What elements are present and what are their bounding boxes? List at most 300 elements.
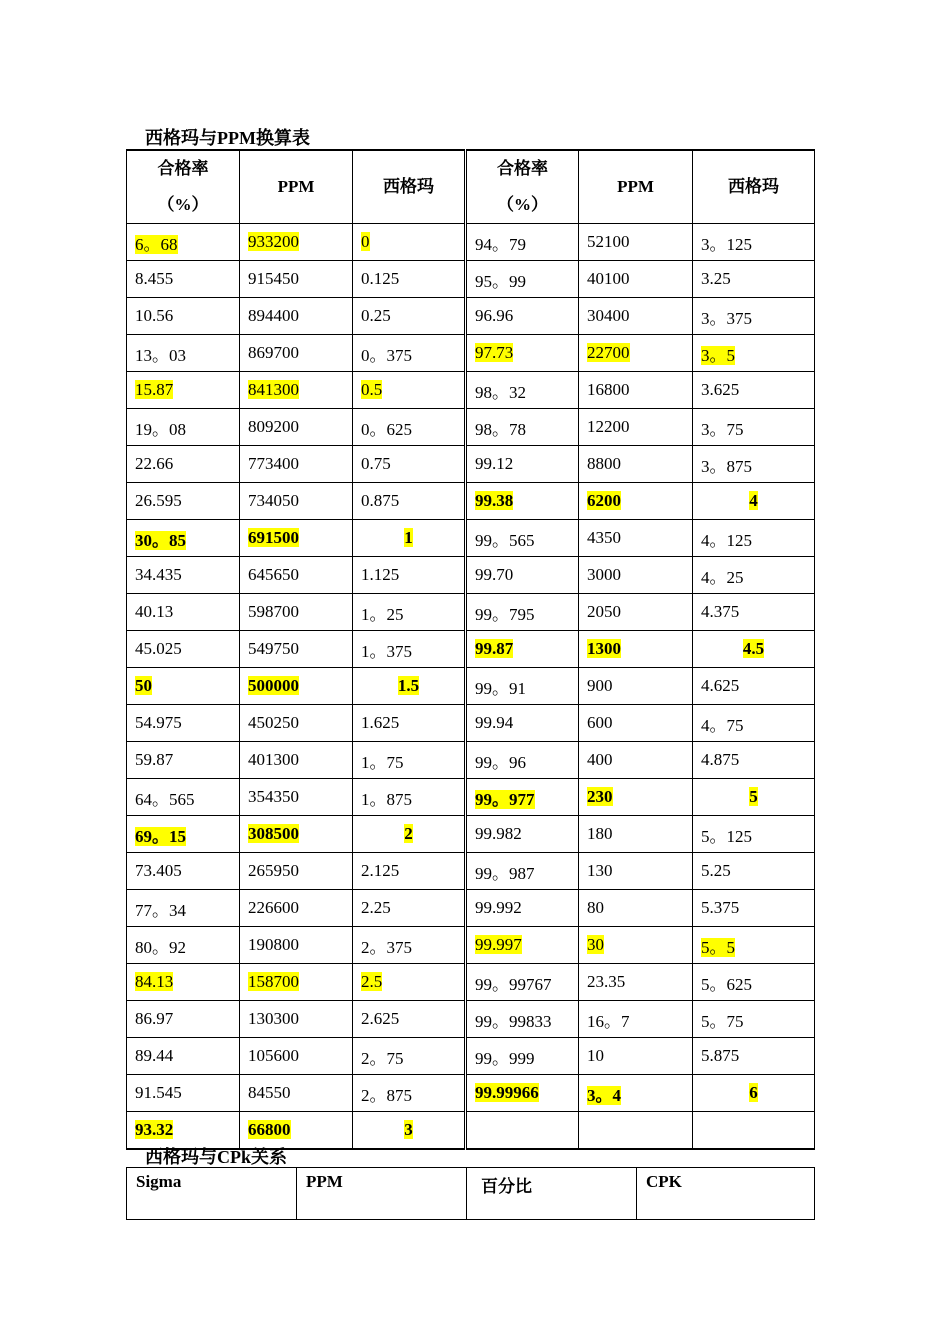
cell-value: 99。99833	[475, 1011, 552, 1031]
cell-value: 0.5	[361, 380, 383, 399]
right-sigma-cell	[693, 335, 815, 372]
cell-value: 66800	[248, 1120, 291, 1139]
cell-value: 190800	[248, 935, 299, 954]
cell-value: 773400	[248, 454, 299, 473]
table-row	[127, 705, 815, 742]
left-sigma-cell	[353, 779, 466, 816]
header-sigma-left: 西格玛	[353, 150, 466, 224]
right-rate-cell	[466, 1001, 579, 1038]
cell-value: 354350	[248, 787, 299, 806]
left-rate-cell	[127, 298, 240, 335]
right-ppm-cell	[579, 816, 693, 853]
right-sigma-cell	[693, 631, 815, 668]
left-sigma-cell	[353, 594, 466, 631]
cell-value: 1。875	[361, 789, 412, 809]
cell-value: 1.5	[397, 676, 420, 695]
left-rate-cell	[127, 705, 240, 742]
cell-value: 0.25	[361, 306, 391, 325]
cell-value: 5.875	[701, 1046, 740, 1065]
left-rate-cell	[127, 779, 240, 816]
right-sigma-cell	[693, 372, 815, 409]
right-rate-cell	[466, 1075, 579, 1112]
right-sigma-cell	[693, 1112, 815, 1150]
right-rate-cell	[466, 964, 579, 1001]
table-row	[127, 964, 815, 1001]
cell-value: 96.96	[475, 306, 514, 325]
left-rate-cell	[127, 927, 240, 964]
left-ppm-cell	[240, 816, 353, 853]
table-row	[127, 520, 815, 557]
left-sigma-cell	[353, 298, 466, 335]
right-sigma-cell	[693, 483, 815, 520]
left-ppm-cell	[240, 520, 353, 557]
header-ppm-right: PPM	[579, 150, 693, 224]
right-rate-cell	[466, 1038, 579, 1075]
cell-value: 4.875	[701, 750, 740, 769]
cell-value: 3。125	[701, 234, 752, 254]
left-sigma-cell	[353, 631, 466, 668]
cell-value: 401300	[248, 750, 299, 769]
right-sigma-cell	[693, 816, 815, 853]
cell-value: 2。875	[361, 1085, 412, 1105]
cell-value: 2.625	[361, 1009, 400, 1028]
right-sigma-cell	[693, 1075, 815, 1112]
table-row	[127, 372, 815, 409]
left-ppm-cell	[240, 890, 353, 927]
cell-value: 0.125	[361, 269, 400, 288]
cell-value: 16800	[587, 380, 630, 399]
left-ppm-cell	[240, 224, 353, 261]
table-row	[127, 1075, 815, 1112]
cpk-header-row	[127, 1168, 815, 1220]
cell-value: 5。75	[701, 1011, 744, 1031]
cell-value: 69。15	[135, 826, 186, 846]
right-sigma-cell	[693, 409, 815, 446]
right-sigma-cell	[693, 261, 815, 298]
left-ppm-cell	[240, 927, 353, 964]
left-ppm-cell	[240, 298, 353, 335]
right-rate-cell	[466, 557, 579, 594]
header-row	[127, 150, 815, 224]
cell-value: 22700	[587, 343, 630, 362]
left-sigma-cell	[353, 1112, 466, 1150]
right-ppm-cell	[579, 446, 693, 483]
cell-value: 99。987	[475, 863, 535, 883]
table-row	[127, 261, 815, 298]
cell-value: 4350	[587, 528, 621, 547]
cell-value: 1.125	[361, 565, 400, 584]
cell-value: 1。375	[361, 641, 412, 661]
left-rate-cell	[127, 964, 240, 1001]
cell-value: 915450	[248, 269, 299, 288]
right-rate-cell	[466, 594, 579, 631]
left-rate-cell	[127, 1038, 240, 1075]
right-ppm-cell	[579, 779, 693, 816]
left-rate-cell	[127, 1075, 240, 1112]
left-ppm-cell	[240, 409, 353, 446]
right-rate-cell	[466, 1112, 579, 1150]
cell-value: 99。91	[475, 678, 526, 698]
right-ppm-cell	[579, 890, 693, 927]
left-sigma-cell	[353, 1001, 466, 1038]
cell-value: 10.56	[135, 306, 174, 325]
cell-value: 99.982	[475, 824, 522, 843]
cell-value: 933200	[248, 232, 299, 251]
right-sigma-cell	[693, 298, 815, 335]
table-row	[127, 853, 815, 890]
right-sigma-cell	[693, 964, 815, 1001]
cell-value: 4.625	[701, 676, 740, 695]
table-title-sigma-ppm: 西格玛与PPM换算表	[145, 128, 310, 148]
cell-value: 95。99	[475, 271, 526, 291]
cell-value: 226600	[248, 898, 299, 917]
cell-value: 2	[404, 824, 413, 843]
cell-value: 8.455	[135, 269, 174, 288]
cell-value: 86.97	[135, 1009, 174, 1028]
cell-value: 89.44	[135, 1046, 174, 1065]
cell-value: 3.625	[701, 380, 740, 399]
cell-value: 98。32	[475, 382, 526, 402]
table-row	[127, 483, 815, 520]
right-sigma-cell	[693, 779, 815, 816]
cell-value: 4。125	[701, 530, 752, 550]
left-ppm-cell	[240, 335, 353, 372]
cell-value: 4	[749, 491, 758, 510]
cell-value: 4。75	[701, 715, 744, 735]
cell-value: 130	[587, 861, 613, 880]
right-sigma-cell	[693, 594, 815, 631]
left-sigma-cell	[353, 483, 466, 520]
right-ppm-cell	[579, 964, 693, 1001]
cell-value: 99。96	[475, 752, 526, 772]
left-sigma-cell	[353, 409, 466, 446]
right-sigma-cell	[693, 742, 815, 779]
left-sigma-cell	[353, 1038, 466, 1075]
left-sigma-cell	[353, 927, 466, 964]
header-ppm-left: PPM	[240, 150, 353, 224]
cell-value: 80。92	[135, 937, 186, 957]
cell-value: 59.87	[135, 750, 174, 769]
sigma-cpk-table	[126, 1167, 815, 1220]
cell-value: 5。5	[701, 937, 735, 957]
left-sigma-cell	[353, 1075, 466, 1112]
left-sigma-cell	[353, 446, 466, 483]
right-ppm-cell	[579, 261, 693, 298]
cell-value: 93.32	[135, 1120, 174, 1139]
cell-value: 0.875	[361, 491, 400, 510]
cell-value: 1300	[587, 639, 621, 658]
cell-value: 40.13	[135, 602, 174, 621]
cell-value: 3。4	[587, 1085, 621, 1105]
cell-value: 84.13	[135, 972, 174, 991]
cell-value: 1	[404, 528, 413, 547]
table-title-sigma-cpk: 西格玛与CPk关系	[145, 1147, 288, 1167]
cell-value: 99。977	[475, 789, 535, 809]
right-rate-cell	[466, 668, 579, 705]
cell-value: 1。25	[361, 604, 404, 624]
cell-value: 5.375	[701, 898, 740, 917]
left-sigma-cell	[353, 964, 466, 1001]
cell-value: 4。25	[701, 567, 744, 587]
cell-value: 10	[587, 1046, 604, 1065]
right-ppm-cell	[579, 705, 693, 742]
cell-value: 105600	[248, 1046, 299, 1065]
left-sigma-cell	[353, 853, 466, 890]
cell-value: 1.625	[361, 713, 400, 732]
left-sigma-cell	[353, 372, 466, 409]
cell-value: 6	[749, 1083, 758, 1102]
right-ppm-cell	[579, 298, 693, 335]
cell-value: 99.997	[475, 935, 522, 954]
cell-value: 3。5	[701, 345, 735, 365]
cell-value: 16。7	[587, 1011, 630, 1031]
cell-value: 50	[135, 676, 152, 695]
left-rate-cell	[127, 1001, 240, 1038]
cell-value: 99。999	[475, 1048, 535, 1068]
left-rate-cell	[127, 890, 240, 927]
right-rate-cell	[466, 779, 579, 816]
cell-value: 30。85	[135, 530, 186, 550]
cell-value: 450250	[248, 713, 299, 732]
cell-value: 91.545	[135, 1083, 182, 1102]
header-rate-left: 合格率 （%）	[127, 150, 240, 224]
table-row	[127, 890, 815, 927]
right-sigma-cell	[693, 705, 815, 742]
right-ppm-cell	[579, 853, 693, 890]
table-row	[127, 594, 815, 631]
right-ppm-cell	[579, 1112, 693, 1150]
cell-value: 6。68	[135, 234, 178, 254]
table-row	[127, 409, 815, 446]
left-sigma-cell	[353, 890, 466, 927]
right-rate-cell	[466, 446, 579, 483]
left-ppm-cell	[240, 705, 353, 742]
cell-value: 5	[749, 787, 758, 806]
cell-value: 0.75	[361, 454, 391, 473]
left-rate-cell	[127, 853, 240, 890]
cell-value: 99。99767	[475, 974, 552, 994]
right-rate-cell	[466, 705, 579, 742]
cell-value: 52100	[587, 232, 630, 251]
cell-value: 73.405	[135, 861, 182, 880]
left-rate-cell	[127, 483, 240, 520]
table-row	[127, 668, 815, 705]
right-sigma-cell	[693, 890, 815, 927]
table-row	[127, 631, 815, 668]
cell-value: 3。375	[701, 308, 752, 328]
cell-value: 99.99966	[475, 1083, 539, 1102]
cell-value: 809200	[248, 417, 299, 436]
left-ppm-cell	[240, 631, 353, 668]
left-ppm-cell	[240, 557, 353, 594]
cell-value: 23.35	[587, 972, 626, 991]
left-ppm-cell	[240, 779, 353, 816]
right-ppm-cell	[579, 483, 693, 520]
left-ppm-cell	[240, 1001, 353, 1038]
left-sigma-cell	[353, 520, 466, 557]
left-sigma-cell	[353, 335, 466, 372]
left-rate-cell	[127, 668, 240, 705]
table-row	[127, 224, 815, 261]
left-sigma-cell	[353, 224, 466, 261]
header-rate-right: 合格率 （%）	[466, 150, 579, 224]
cell-value: 45.025	[135, 639, 182, 658]
cell-value: 2。75	[361, 1048, 404, 1068]
right-rate-cell	[466, 816, 579, 853]
left-ppm-cell	[240, 668, 353, 705]
cell-value: 841300	[248, 380, 299, 399]
cell-value: 400	[587, 750, 613, 769]
cell-value: 99.12	[475, 454, 514, 473]
cell-value: 3	[404, 1120, 413, 1139]
left-rate-cell	[127, 631, 240, 668]
right-ppm-cell	[579, 520, 693, 557]
cell-value: 5.25	[701, 861, 731, 880]
right-ppm-cell	[579, 224, 693, 261]
cell-value: 645650	[248, 565, 299, 584]
cell-value: 99.87	[475, 639, 514, 658]
cell-value: 3。875	[701, 456, 752, 476]
right-ppm-cell	[579, 1038, 693, 1075]
right-sigma-cell	[693, 853, 815, 890]
table-row	[127, 557, 815, 594]
cell-value: 0。625	[361, 419, 412, 439]
cell-value: 308500	[248, 824, 299, 843]
right-rate-cell	[466, 261, 579, 298]
cell-value: 34.435	[135, 565, 182, 584]
right-sigma-cell	[693, 557, 815, 594]
right-rate-cell	[466, 853, 579, 890]
right-ppm-cell	[579, 335, 693, 372]
left-ppm-cell	[240, 742, 353, 779]
right-ppm-cell	[579, 742, 693, 779]
cell-value: 13。03	[135, 345, 186, 365]
left-rate-cell	[127, 520, 240, 557]
cell-value: 4.375	[701, 602, 740, 621]
right-ppm-cell	[579, 631, 693, 668]
cell-value: 30400	[587, 306, 630, 325]
left-sigma-cell	[353, 261, 466, 298]
cell-value: 54.975	[135, 713, 182, 732]
cell-value: 99。565	[475, 530, 535, 550]
cell-value: 77。34	[135, 900, 186, 920]
cell-value: 2.125	[361, 861, 400, 880]
right-rate-cell	[466, 483, 579, 520]
cell-value: 99.70	[475, 565, 514, 584]
right-ppm-cell	[579, 594, 693, 631]
cell-value: 598700	[248, 602, 299, 621]
left-rate-cell	[127, 742, 240, 779]
cell-value: 40100	[587, 269, 630, 288]
table-row	[127, 742, 815, 779]
cell-value: 3.25	[701, 269, 731, 288]
cell-value: 4.5	[742, 639, 765, 658]
right-rate-cell	[466, 298, 579, 335]
left-ppm-cell	[240, 261, 353, 298]
table-row	[127, 335, 815, 372]
cell-value: 600	[587, 713, 613, 732]
cell-value: 15.87	[135, 380, 174, 399]
right-rate-cell	[466, 742, 579, 779]
cell-value: 691500	[248, 528, 299, 547]
cell-value: 265950	[248, 861, 299, 880]
cell-value: 900	[587, 676, 613, 695]
cpk-header-percent: 百分比	[467, 1168, 637, 1220]
table-row	[127, 1001, 815, 1038]
left-rate-cell	[127, 224, 240, 261]
table-row	[127, 927, 815, 964]
left-rate-cell	[127, 557, 240, 594]
left-rate-cell	[127, 261, 240, 298]
right-rate-cell	[466, 890, 579, 927]
right-sigma-cell	[693, 224, 815, 261]
right-sigma-cell	[693, 668, 815, 705]
cell-value: 158700	[248, 972, 299, 991]
cell-value: 80	[587, 898, 604, 917]
cell-value: 734050	[248, 491, 299, 510]
cell-value: 19。08	[135, 419, 186, 439]
left-rate-cell	[127, 446, 240, 483]
left-ppm-cell	[240, 372, 353, 409]
right-ppm-cell	[579, 668, 693, 705]
right-rate-cell	[466, 520, 579, 557]
cell-value: 869700	[248, 343, 299, 362]
cell-value: 97.73	[475, 343, 514, 362]
left-sigma-cell	[353, 557, 466, 594]
cell-value: 99.992	[475, 898, 522, 917]
right-ppm-cell	[579, 927, 693, 964]
cell-value: 99。795	[475, 604, 535, 624]
cell-value: 500000	[248, 676, 299, 695]
cell-value: 64。565	[135, 789, 195, 809]
cell-value: 2.5	[361, 972, 383, 991]
right-ppm-cell	[579, 557, 693, 594]
cell-value: 30	[587, 935, 604, 954]
cpk-header-cpk: CPK	[637, 1168, 815, 1220]
cell-value: 894400	[248, 306, 299, 325]
right-rate-cell	[466, 224, 579, 261]
cell-value: 99.38	[475, 491, 514, 510]
left-rate-cell	[127, 816, 240, 853]
cell-value: 94。79	[475, 234, 526, 254]
right-ppm-cell	[579, 1001, 693, 1038]
cell-value: 230	[587, 787, 613, 806]
cell-value: 549750	[248, 639, 299, 658]
right-ppm-cell	[579, 372, 693, 409]
cell-value: 12200	[587, 417, 630, 436]
cell-value: 130300	[248, 1009, 299, 1028]
left-ppm-cell	[240, 1075, 353, 1112]
left-ppm-cell	[240, 853, 353, 890]
right-ppm-cell	[579, 409, 693, 446]
header-sigma-right: 西格玛	[693, 150, 815, 224]
left-rate-cell	[127, 594, 240, 631]
cell-value: 26.595	[135, 491, 182, 510]
table-row	[127, 446, 815, 483]
right-rate-cell	[466, 335, 579, 372]
cell-value: 84550	[248, 1083, 291, 1102]
left-sigma-cell	[353, 668, 466, 705]
left-rate-cell	[127, 372, 240, 409]
left-ppm-cell	[240, 964, 353, 1001]
cell-value: 6200	[587, 491, 621, 510]
cell-value: 2.25	[361, 898, 391, 917]
cell-value: 8800	[587, 454, 621, 473]
cell-value: 22.66	[135, 454, 174, 473]
right-rate-cell	[466, 631, 579, 668]
table-row	[127, 816, 815, 853]
cell-value: 2。375	[361, 937, 412, 957]
